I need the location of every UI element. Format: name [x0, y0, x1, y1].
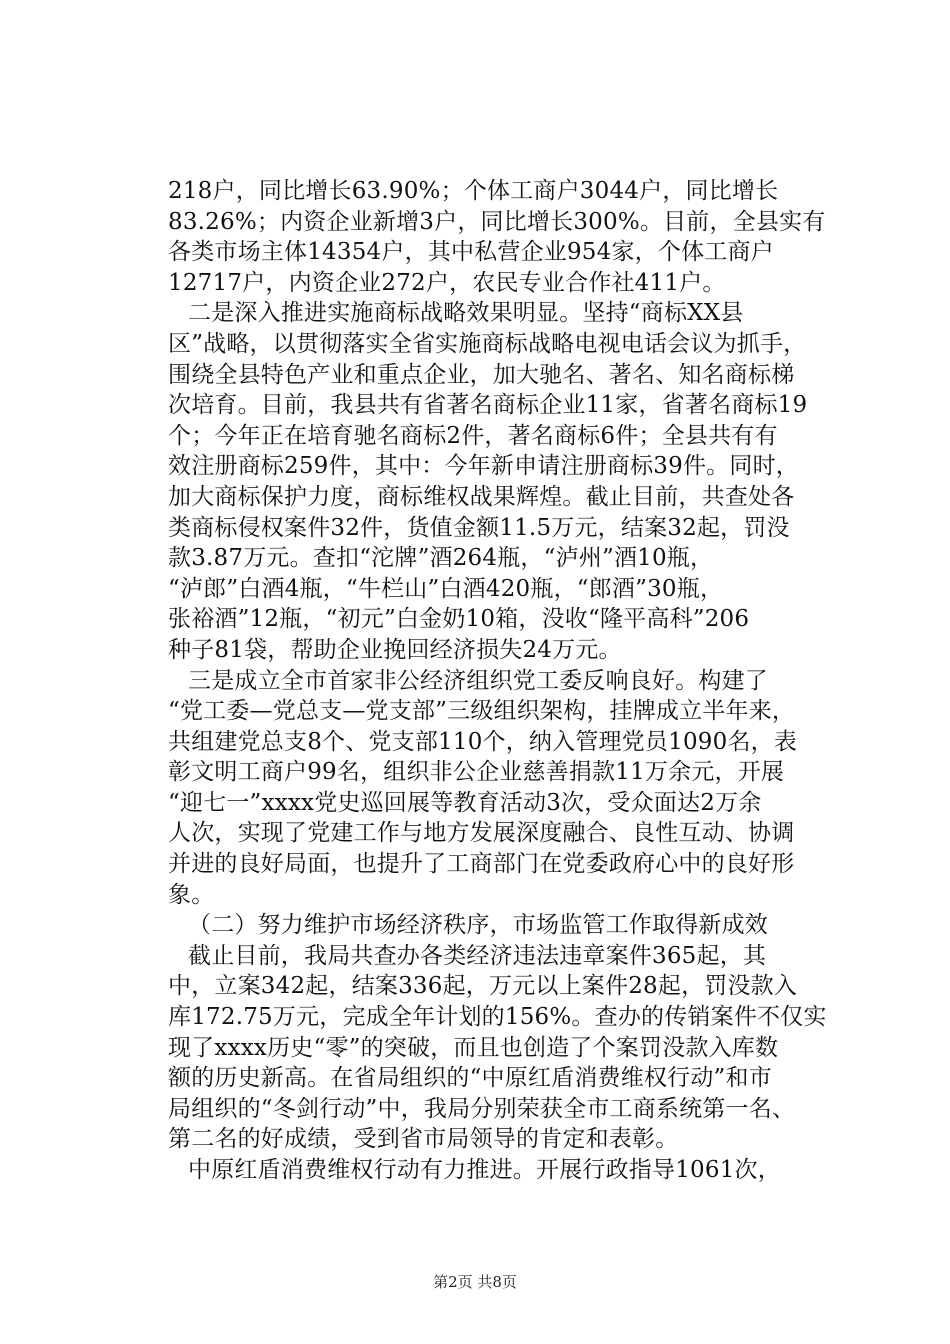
text-line-26: 截止目前，我局共查办各类经济违法违章案件365起，其 [188, 942, 767, 969]
text-line-10: 效注册商标259件，其中：今年新申请注册商标39件。同时， [168, 453, 799, 480]
text-line-24: 象。 [168, 881, 215, 908]
text-line-29: 现了xxxx历史“零”的突破，而且也创造了个案罚没款入库数 [168, 1034, 779, 1061]
text-line-18: “党工委—党总支—党支部”三级组织架构，挂牌成立半年来， [168, 698, 796, 725]
text-line-31: 局组织的“冬剑行动”中，我局分别荣获全市工商系统第一名、 [168, 1095, 796, 1122]
text-line-19: 共组建党总支8个、党支部110个，纳入管理党员1090名，表 [168, 728, 798, 755]
text-line-21: “迎七一”xxxx党史巡回展等教育活动3次，受众面达2万余 [168, 789, 762, 816]
text-line-7: 围绕全县特色产业和重点企业，加大驰名、著名、知名商标梯 [168, 361, 795, 388]
text-line-15: 张裕酒”12瓶，“初元”白金奶10箱，没收“隆平高科”206 [168, 606, 750, 633]
text-line-30: 额的历史新高。在省局组织的“中原红盾消费维权行动”和市 [168, 1065, 772, 1092]
text-line-8: 次培育。目前，我县共有省著名商标企业11家，省著名商标19 [168, 392, 808, 419]
text-line-6: 区”战略，以贯彻落实全省实施商标战略电视电话会议为抓手， [168, 330, 807, 357]
text-line-27: 中，立案342起，结案336起，万元以上案件28起，罚没款入 [168, 973, 798, 1000]
text-line-32: 第二名的好成绩，受到省市局领导的肯定和表彰。 [168, 1126, 679, 1153]
text-line-4: 12717户，内资企业272户，农民专业合作社411户。 [168, 269, 726, 296]
text-line-22: 人次，实现了党建工作与地方发展深度融合、良性互动、协调 [168, 820, 795, 847]
page-number: 第2页 共8页 [433, 1273, 517, 1291]
page-footer [0, 1272, 950, 1292]
document-body [168, 176, 828, 1186]
text-line-3: 各类市场主体14354户，其中私营企业954家，个体工商户 [168, 239, 774, 266]
text-line-23: 并进的良好局面，也提升了工商部门在党委政府心中的良好形 [168, 851, 795, 878]
text-line-20: 彰文明工商户99名，组织非公企业慈善捐款11万余元，开展 [168, 759, 785, 786]
text-line-5: 二是深入推进实施商标战略效果明显。坚持“商标XX县 [188, 300, 744, 327]
text-line-2: 83.26%；内资企业新增3户，同比增长300%。目前，全县实有 [168, 208, 826, 235]
text-line-13: 款3.87万元。查扣“沱牌”酒264瓶，“泸州”酒10瓶， [168, 545, 714, 572]
text-line-16: 种子81袋，帮助企业挽回经济损失24万元。 [168, 636, 622, 663]
text-line-9: 个；今年正在培育驰名商标2件，著名商标6件；全县共有有 [168, 422, 778, 449]
text-line-17: 三是成立全市首家非公经济组织党工委反响良好。构建了 [188, 667, 768, 694]
text-line-33: 中原红盾消费维权行动有力推进。开展行政指导1061次， [188, 1157, 781, 1183]
text-line-12: 类商标侵权案件32件，货值金额11.5万元，结案32起，罚没 [168, 514, 790, 541]
text-line-11: 加大商标保护力度，商标维权战果辉煌。截止目前，共查处各 [168, 483, 795, 510]
text-line-1: 218户，同比增长63.90%；个体工商户3044户，同比增长 [168, 178, 779, 204]
section-heading: （二）努力维护市场经济秩序，市场监管工作取得新成效 [188, 912, 768, 939]
text-line-28: 库172.75万元，完成全年计划的156%。查办的传销案件不仅实 [168, 1004, 827, 1031]
text-line-14: “泸郎”白酒4瓶，“牛栏山”白酒420瓶，“郎酒”30瓶， [168, 575, 724, 602]
